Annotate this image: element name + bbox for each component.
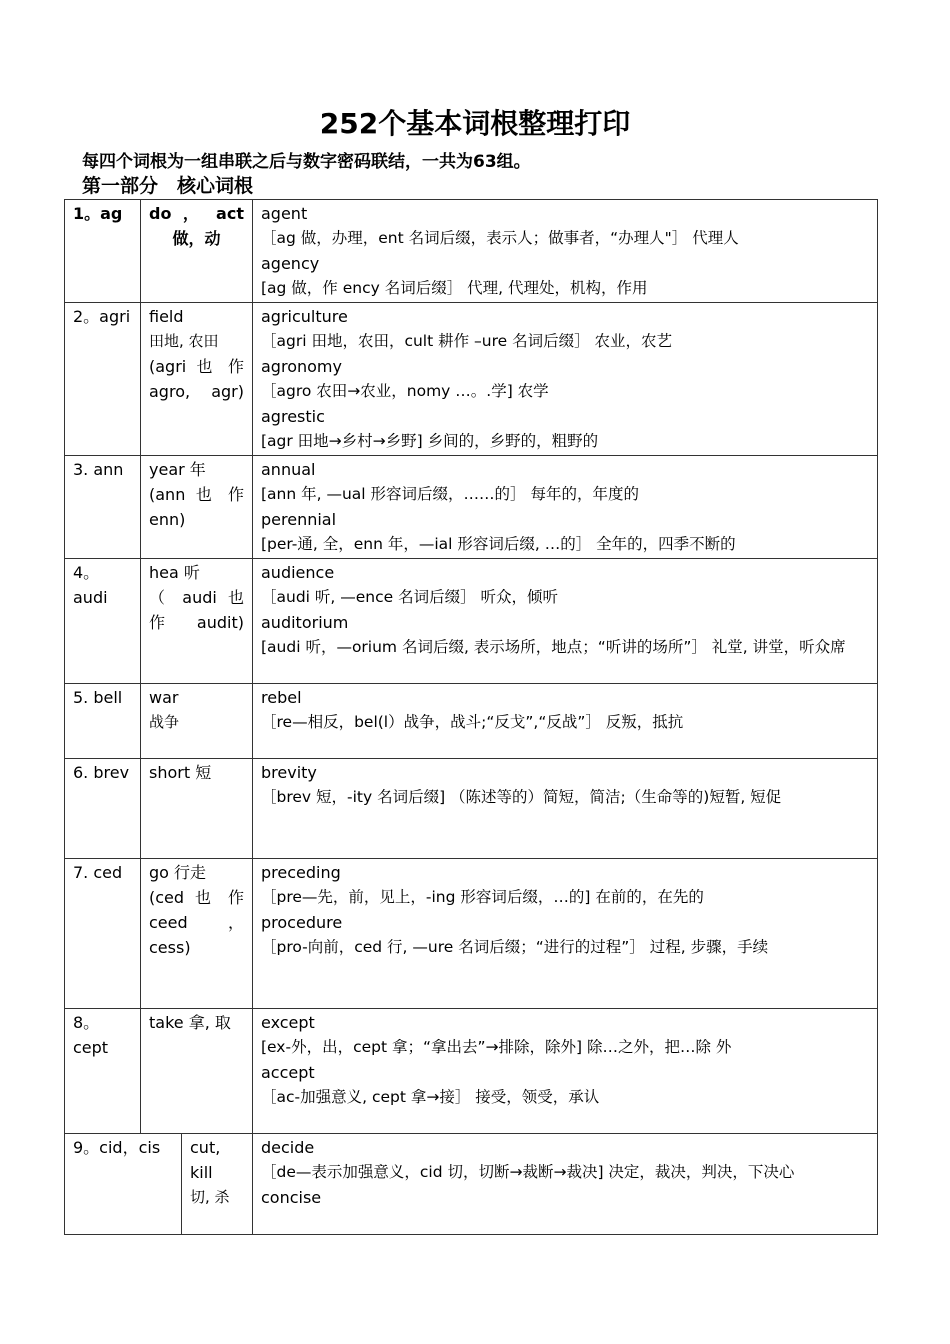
example-word: procedure: [261, 913, 343, 932]
table-row: [65, 456, 878, 559]
example-explanation: [per-通, 全，enn 年，—ial 形容词后缀, …的］ 全年的，四季不断的: [261, 535, 736, 553]
example-word: concise: [261, 1188, 322, 1207]
example-cell: [253, 200, 878, 303]
example-cell: [253, 559, 878, 684]
example-cell: [253, 1134, 878, 1235]
example-explanation: ［de—表示加强意义，cid 切，切断→裁断→裁决] 决定，裁决，判决，下决心: [261, 1163, 795, 1181]
meaning-cell: [141, 456, 253, 559]
example-explanation: [ag 做，作 ency 名词后缀］ 代理, 代理处，机构，作用: [261, 279, 648, 297]
meaning-zh: 做，动: [172, 229, 221, 248]
example-cell: [253, 759, 878, 859]
example-word: accept: [261, 1063, 315, 1082]
example-cell: [253, 1009, 878, 1134]
section-heading: 第一部分 核心词根: [82, 175, 254, 197]
meaning-variant: (ced 也 作 ceed，cess): [149, 888, 244, 957]
example-explanation: [ex-外，出，cept 拿；“拿出去”→排除，除外] 除…之外，把…除 外: [261, 1038, 732, 1056]
intro-text: 每四个词根为一组串联之后与数字密码联结，一共为63组。: [82, 152, 531, 172]
example-word: agriculture: [261, 307, 348, 326]
meaning-en: field: [149, 307, 184, 326]
example-explanation: ［pre—先，前，见上，-ing 形容词后缀，…的] 在前的，在先的: [261, 888, 704, 906]
example-word: rebel: [261, 688, 302, 707]
example-explanation: ［re—相反，bel(l）战争，战斗;“反戈”,“反战”］ 反叛，抵抗: [261, 713, 684, 731]
table-row: [65, 559, 878, 684]
example-word: brevity: [261, 763, 317, 782]
root-cell: 8。cept: [65, 1009, 141, 1134]
example-explanation: [agr 田地→乡村→乡野] 乡间的，乡野的，粗野的: [261, 432, 599, 450]
table-row: [65, 859, 878, 1009]
table-row: [65, 759, 878, 859]
meaning-en: go 行走: [149, 863, 207, 882]
example-cell: [253, 303, 878, 456]
meaning-cell: [141, 859, 253, 1009]
example-explanation: [ann 年, —ual 形容词后缀，……的］ 每年的，年度的: [261, 485, 639, 503]
example-word: agrestic: [261, 407, 325, 426]
example-word: except: [261, 1013, 315, 1032]
example-explanation: ［audi 听, —ence 名词后缀］ 听众，倾听: [261, 588, 559, 606]
root-cell: 5. bell: [65, 684, 141, 759]
example-word: decide: [261, 1138, 315, 1157]
meaning-en: war: [149, 688, 179, 707]
example-word: audience: [261, 563, 335, 582]
meaning-en: short 短: [149, 763, 212, 782]
meaning-zh: 田地, 农田: [149, 332, 219, 350]
table-row: [65, 1009, 878, 1134]
root-cell: 9。cid，cis: [65, 1134, 182, 1234]
example-explanation: ［ag 做，办理，ent 名词后缀，表示人；做事者，“办理人"］ 代理人: [261, 229, 739, 247]
example-cell: [253, 859, 878, 1009]
root-cell: 3. ann: [65, 456, 141, 559]
meaning-cell: [182, 1134, 253, 1234]
example-word: auditorium: [261, 613, 349, 632]
meaning-en: take 拿, 取: [149, 1013, 231, 1032]
meaning-variant: （ audi 也 作 audit): [149, 588, 244, 632]
root-cell: 6. brev: [65, 759, 141, 859]
example-cell: [253, 456, 878, 559]
example-word: annual: [261, 460, 316, 479]
word-root-table: [64, 199, 878, 1235]
example-explanation: [audi 听，—orium 名词后缀, 表示场所，地点；“听讲的场所”］ 礼堂, 讲堂，听众席: [261, 638, 846, 656]
root-cell: 4。audi: [65, 559, 141, 684]
meaning-zh: 战争: [149, 713, 180, 731]
example-word: agronomy: [261, 357, 342, 376]
root-cell: 7. ced: [65, 859, 141, 1009]
root-cell: 1。ag: [65, 200, 141, 303]
meaning-en: year 年: [149, 460, 206, 479]
example-word: preceding: [261, 863, 341, 882]
meaning-cell: [141, 759, 253, 859]
table-row: [65, 1134, 878, 1235]
meaning-en: hea 听: [149, 563, 200, 582]
meaning-cell: [141, 303, 253, 456]
meaning-variant: (agri 也 作 agro, agr): [149, 357, 244, 401]
root-meaning-cell: [65, 1134, 253, 1235]
root-cell: 2。agri: [65, 303, 141, 456]
example-word: agency: [261, 254, 320, 273]
example-explanation: ［ac-加强意义, cept 拿→接］ 接受，领受，承认: [261, 1088, 600, 1106]
page-title: 252个基本词根整理打印: [319, 107, 631, 140]
example-explanation: ［agri 田地，农田，cult 耕作 –ure 名词后缀］ 农业，农艺: [261, 332, 673, 350]
example-explanation: ［agro 农田→农业，nomy …。.学] 农学: [261, 382, 549, 400]
meaning-cell: [141, 1009, 253, 1134]
table-row: [65, 303, 878, 456]
example-explanation: ［pro-向前，ced 行, —ure 名词后缀；“进行的过程”］ 过程, 步骤，手续: [261, 938, 769, 956]
meaning-variant: (ann 也 作 enn): [149, 485, 244, 529]
example-word: perennial: [261, 510, 337, 529]
meaning-en: cut, kill: [190, 1138, 221, 1182]
meaning-cell: [141, 684, 253, 759]
meaning-en: do ， act: [149, 204, 244, 223]
meaning-cell: [141, 200, 253, 303]
meaning-zh: 切, 杀: [190, 1188, 230, 1206]
meaning-cell: [141, 559, 253, 684]
table-row: [65, 200, 878, 303]
example-cell: [253, 684, 878, 759]
example-word: agent: [261, 204, 308, 223]
table-row: [65, 684, 878, 759]
example-explanation: ［brev 短，-ity 名词后缀] （陈述等的）简短，简洁;（生命等的)短暂, 短促: [261, 788, 782, 806]
